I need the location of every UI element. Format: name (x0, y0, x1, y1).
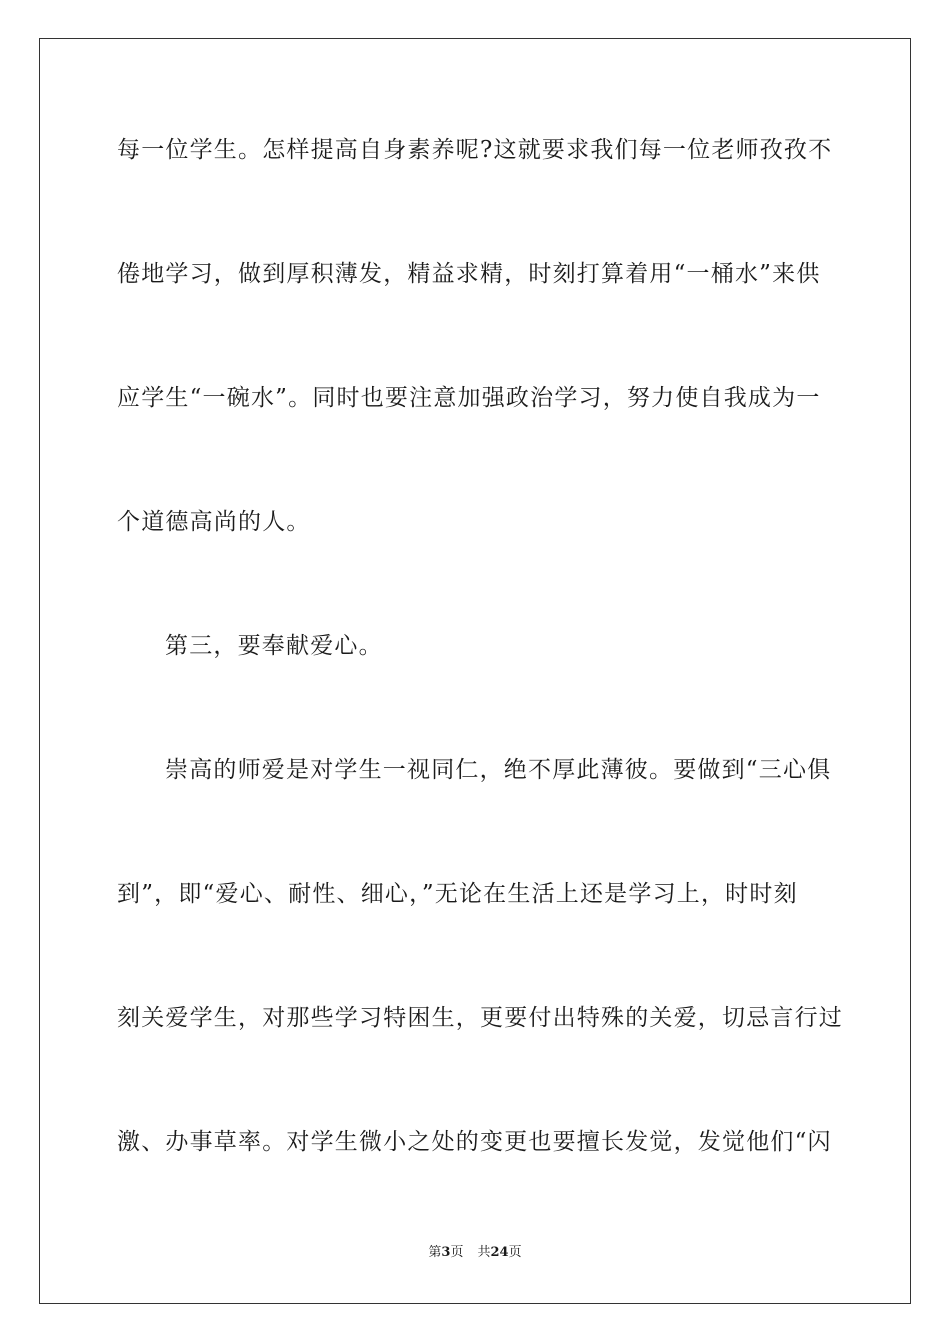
body-text-line-4: 个道德高尚的人。 (117, 509, 311, 535)
page-number: 3 (441, 1245, 451, 1260)
body-text-line-2: 倦地学习，做到厚积薄发，精益求精，时刻打算着用“一桶水”来供 (117, 261, 821, 287)
total-label-suffix: 页 (508, 1245, 522, 1260)
body-text-line-7: 刻关爱学生，对那些学习特困生，更要付出特殊的关爱，切忌言行过 (117, 1005, 843, 1031)
page-label-suffix: 页 (450, 1245, 464, 1260)
body-text-line-1: 每一位学生。怎样提高自身素养呢?这就要求我们每一位老师孜孜不 (117, 137, 833, 163)
section-heading: 第三，要奉献爱心。 (165, 633, 383, 659)
body-text-line-3: 应学生“一碗水”。同时也要注意加强政治学习，努力使自我成为一 (117, 385, 821, 411)
page-border (39, 38, 911, 1304)
body-text-line-5: 崇高的师爱是对学生一视同仁，绝不厚此薄彼。要做到“三心俱 (165, 757, 832, 783)
total-pages: 24 (490, 1245, 509, 1260)
page-footer (0, 1245, 950, 1261)
body-text-line-6: 到”，即“爱心、耐性、细心，”无论在生活上还是学习上，时时刻 (117, 881, 798, 907)
total-label-prefix: 共 (477, 1245, 491, 1260)
body-text-line-8: 激、办事草率。对学生微小之处的变更也要擅长发觉，发觉他们“闪 (117, 1129, 832, 1155)
page-label-prefix: 第 (428, 1245, 442, 1260)
